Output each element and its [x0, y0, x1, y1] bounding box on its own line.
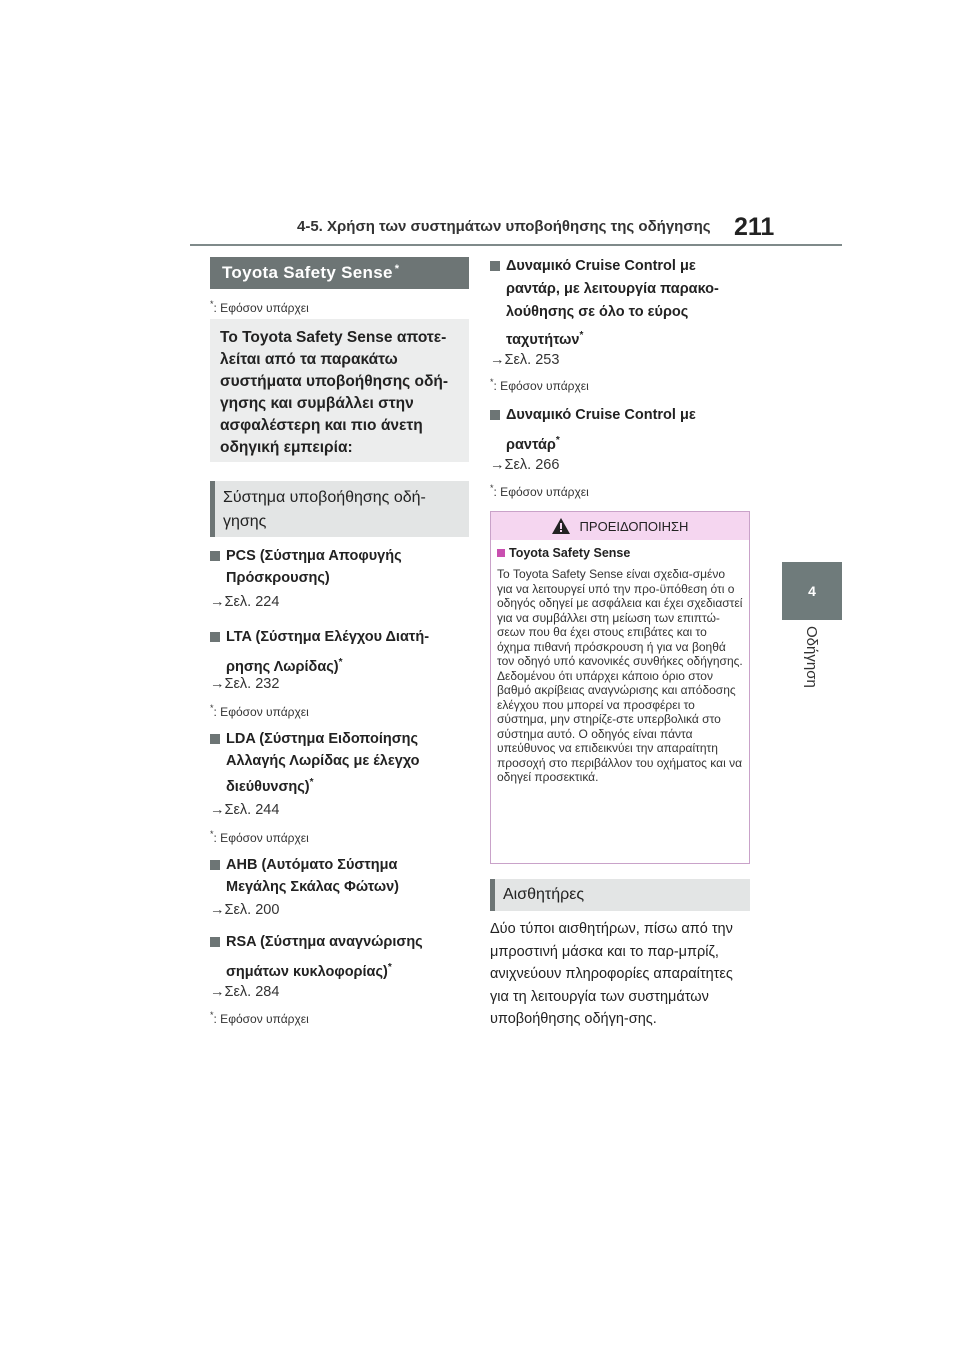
chapter-number: 4 [808, 583, 816, 599]
subheading-assist: Σύστημα υποβοήθησης οδή-γησης [210, 481, 469, 537]
main-section-title: Toyota Safety Sense * [210, 257, 469, 289]
warning-body: Το Toyota Safety Sense είναι σχεδια-σμένο για να λειτουργεί υπό την προ-ϋπόθεση ότι ο οδηγός οδηγεί με ασφάλεια και έχει σχεδιαστεί για να συμβάλλει στη μείωση των επιπτώ-σεων που θα έχει στους επιβάτες και το όχημα πιθανή πρόσκρουση ή για να βοηθά τον οδηγό υπό κανονικές συνθήκες οδήγησης. Δεδομένου ότι υπάρχει κάποιο όριο στον βαθμό ακρίβειας αναγνώρισης και απόδοσης ελέγχου που μπορεί να προσφέρει το σύστημα, μην στηρίζε-στε υπερβολικά στο σύστημα αυτό. Ο οδηγός είναι πάντα υπεύθυνος να επιδεικνύει την απαραίτητη προσοχή στο περιβάλλον του οχήματος και να οδηγεί προσεκτικά. [497, 567, 743, 784]
warning-triangle-icon [552, 518, 570, 534]
bullet-square-icon [210, 860, 220, 870]
list-item: Δυναμικό Cruise Control με ραντάρ* [490, 403, 750, 458]
page-ref[interactable]: →Σελ. 200 [210, 902, 280, 918]
item-footnote: *: Εφόσον υπάρχει [490, 483, 589, 499]
list-item: PCS (Σύστημα Αποφυγής Πρόσκρουσης) [210, 545, 450, 589]
page-ref[interactable]: →Σελ. 224 [210, 594, 280, 610]
bullet-square-icon [497, 549, 505, 557]
section-title: 4-5. Χρήση των συστημάτων υποβοήθησης της οδήγησης [297, 218, 711, 235]
header-divider [190, 244, 842, 246]
page-ref[interactable]: →Σελ. 232 [210, 676, 280, 692]
bullet-square-icon [210, 632, 220, 642]
warning-subtitle: Toyota Safety Sense [497, 546, 630, 560]
chapter-tab[interactable] [782, 562, 842, 620]
list-item: LTA (Σύστημα Ελέγχου Διατή-ρησης Λωρίδας)* [210, 626, 450, 680]
bullet-square-icon [490, 410, 500, 420]
warning-box [490, 511, 750, 864]
page-number: 211 [734, 213, 775, 241]
list-item: AHB (Αυτόματο Σύστημα Μεγάλης Σκάλας Φώτων) [210, 854, 450, 898]
warning-title: ΠΡΟΕΙΔΟΠΟΙΗΣΗ [579, 518, 689, 534]
item-footnote: *: Εφόσον υπάρχει [210, 829, 309, 845]
item-footnote: *: Εφόσον υπάρχει [490, 377, 589, 393]
bullet-square-icon [210, 551, 220, 561]
page-ref[interactable]: →Σελ. 284 [210, 984, 280, 1000]
list-item: LDA (Σύστημα Ειδοποίησης Αλλαγής Λωρίδας με έλεγχο διεύθυνσης)* [210, 728, 450, 798]
item-footnote: *: Εφόσον υπάρχει [210, 703, 309, 719]
bullet-square-icon [210, 937, 220, 947]
page-ref[interactable]: →Σελ. 244 [210, 802, 280, 818]
intro-box: Το Toyota Safety Sense αποτε-λείται από τα παρακάτω συστήματα υποβοήθησης οδή-γησης και συμβάλλει στην ασφαλέστερη και πιο άνετη οδηγική εμπειρία: [210, 319, 469, 462]
bullet-square-icon [490, 261, 500, 271]
warning-header [491, 512, 749, 540]
page-ref[interactable]: →Σελ. 253 [490, 352, 560, 368]
bullet-square-icon [210, 734, 220, 744]
page-ref[interactable]: →Σελ. 266 [490, 457, 560, 473]
title-footnote: *: Εφόσον υπάρχει [210, 299, 309, 315]
chapter-label: Οδήγηση [803, 626, 820, 688]
sensors-paragraph: Δύο τύποι αισθητήρων, πίσω από την μπροστινή μάσκα και το παρ-μπρίζ, ανιχνεύουν πληροφορίες απαραίτητες για τη λειτουργία των συστημάτων υποβοήθησης οδήγη-σης. [490, 921, 733, 1027]
list-item: Δυναμικό Cruise Control με ραντάρ, με λειτουργία παρακο-λούθησης σε όλο το εύρος ταχυτήτων* [490, 255, 750, 352]
item-footnote: *: Εφόσον υπάρχει [210, 1010, 309, 1026]
subheading-sensors: Αισθητήρες [490, 879, 750, 911]
list-item: RSA (Σύστημα αναγνώρισης σημάτων κυκλοφορίας)* [210, 931, 450, 985]
